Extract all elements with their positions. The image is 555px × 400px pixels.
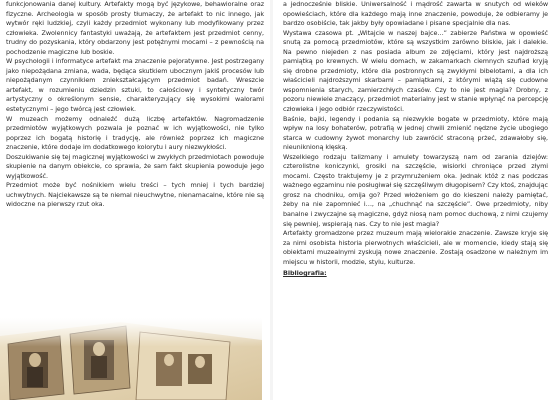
paragraph: a jednocześnie bliskie. Uniwersalność i mądrość zawarta w snutych od wieków opowieściach, które dla każdego mają inne znaczenie, powoduje, że odbieramy je bardzo osobiście, tak jakby były opowiadane i pisane specjalnie dla nas. [283, 0, 548, 28]
column-divider [270, 0, 273, 400]
paragraph: Doszukiwanie się tej magicznej wyjątkowości w zwykłych przedmiotach powoduje skupienie na danym obiekcie, co sprawia, że sam fakt skupienia powoduje jego wyjątkowość. [6, 152, 264, 180]
left-column [6, 0, 264, 210]
paragraph: funkcjonowania danej kultury. Artefakty mogą być językowe, behawioralne oraz fizyczne. Archeologia w sposób prosty tłumaczy, że artefakt to nic innego, jak wytwór ręki ludzkiej, czyli każdy przedmiot wykonany lub modyfikowany przez człowieka. Zwolennicy fantastyki uważają, że artefaktem jest przedmiot cenny, trudny do pozyskania, który obdarzony jest potężnymi mocami – z pewnością na pochodzenie magiczne lub boskie. [6, 0, 264, 56]
bibliography-heading: Bibliografia: [283, 269, 327, 278]
paragraph: W muzeach możemy odnaleźć dużą liczbę artefaktów. Nagromadzenie przedmiotów wyjątkowych pozwala je poznać w ich wyjątkowości, nie tylko poprzez ich bogatą historię i tradycję, ale również poprzez ich magiczne znaczenie, które dodaje im dodatkowego kolorytu i aury niezwykłości. [6, 114, 264, 152]
paragraph: Artefakty gromadzone przez muzeum mają wielorakie znaczenie. Zawsze kryje się za nimi osobista historia pierwotnych właścicieli, ale w momencie, kiedy stają się obiektami muzealnymi zyskują nowe znaczenie. Zostają osadzone w należnym im miejscu w historii, modzie, stylu, kulturze. [283, 229, 548, 266]
paragraph: W psychologii i informatyce artefakt ma znaczenie pejoratywne. Jest postrzegany jako niepożądana zmiana, wada, będąca skutkiem ubocznym jakiś procesów lub niepożądanym czynnikiem zniekształcającym przedmiot badań. Wreszcie artefakt, w rozumieniu dziedzin sztuki, to całościowy i syntetyczny twór artystyczny o określonym sensie, charakteryzujący się wysokimi walorami estetycznymi – jego twórcą jest człowiek. [6, 57, 264, 114]
photo-album-illustration [0, 318, 262, 400]
paragraph: Przedmiot może być nośnikiem wielu treści – tych mniej i tych bardziej uchwytnych. Najciekawsze są te niemal nieuchwytne, nienamacalne, które nie są widoczne na pierwszy rzut oka. [6, 181, 264, 209]
paragraph: Wszelkiego rodzaju talizmany i amulety towarzyszą nam od zarania dziejów: czterolistne koniczynki, grosiki na szczęście, wisiorki chroniące przed złymi mocami. Często traktujemy je z przymrużeniem oka. Jednak któż z nas podczas ważnego egzaminu nie posługiwał się szczęśliwym długopisem? Czy ktoś, znajdując grosz na chodniku, omija go? Przed włożeniem go do kieszeni należy pamiętać, żeby na nie zapomnieć i…, na „chuchnąć na szczęście”. Owe przedmioty, niby banalne i zwyczajne są magiczne, gdyż niosą nam pomoc duchową, z nimi czujemy się pewniej, wspierają nas. Czy to nie jest magia? [283, 152, 548, 228]
right-column [283, 0, 548, 279]
paragraph: Wystawa czasowa pt. „Witajcie w naszej bajce…” zabierze Państwa w opowieść snutą za pomocą przedmiotów, które są wszystkim zarówno bliskie, jak i dalekie. Na pewno niejeden z nas posiada album ze zdjęciami, który jest najdroższą pamiątką po krewnych. W wielu domach, w zakamarkach ciemnych szuflad kryją się drobne przedmioty, które dla postronnych są zwykłymi bibelotami, a dla ich właścicieli najdroższymi skarbami – pamiątkami, z którymi wiążą się cudowne wspomnienia starych, zamierzchłych czasów. Czy to nie jest magia? Drobny, z pozoru niewiele znaczący, przedmiot materialny jest w stanie wpłynąć na percepcję człowieka i jego odbiór rzeczywistości. [283, 28, 548, 114]
paragraph: Baśnie, bajki, legendy i podania są niezwykle bogate w przedmioty, które mają wpływ na losy bohaterów, potrafią w jednej chwili zmienić nędzne życie ubogiego starca w cudowny żywot monarchy lub zawrócić straconą prżeć, zdawałoby się, nieuniknioną klęską. [283, 114, 548, 152]
photo-album-image [0, 318, 262, 400]
